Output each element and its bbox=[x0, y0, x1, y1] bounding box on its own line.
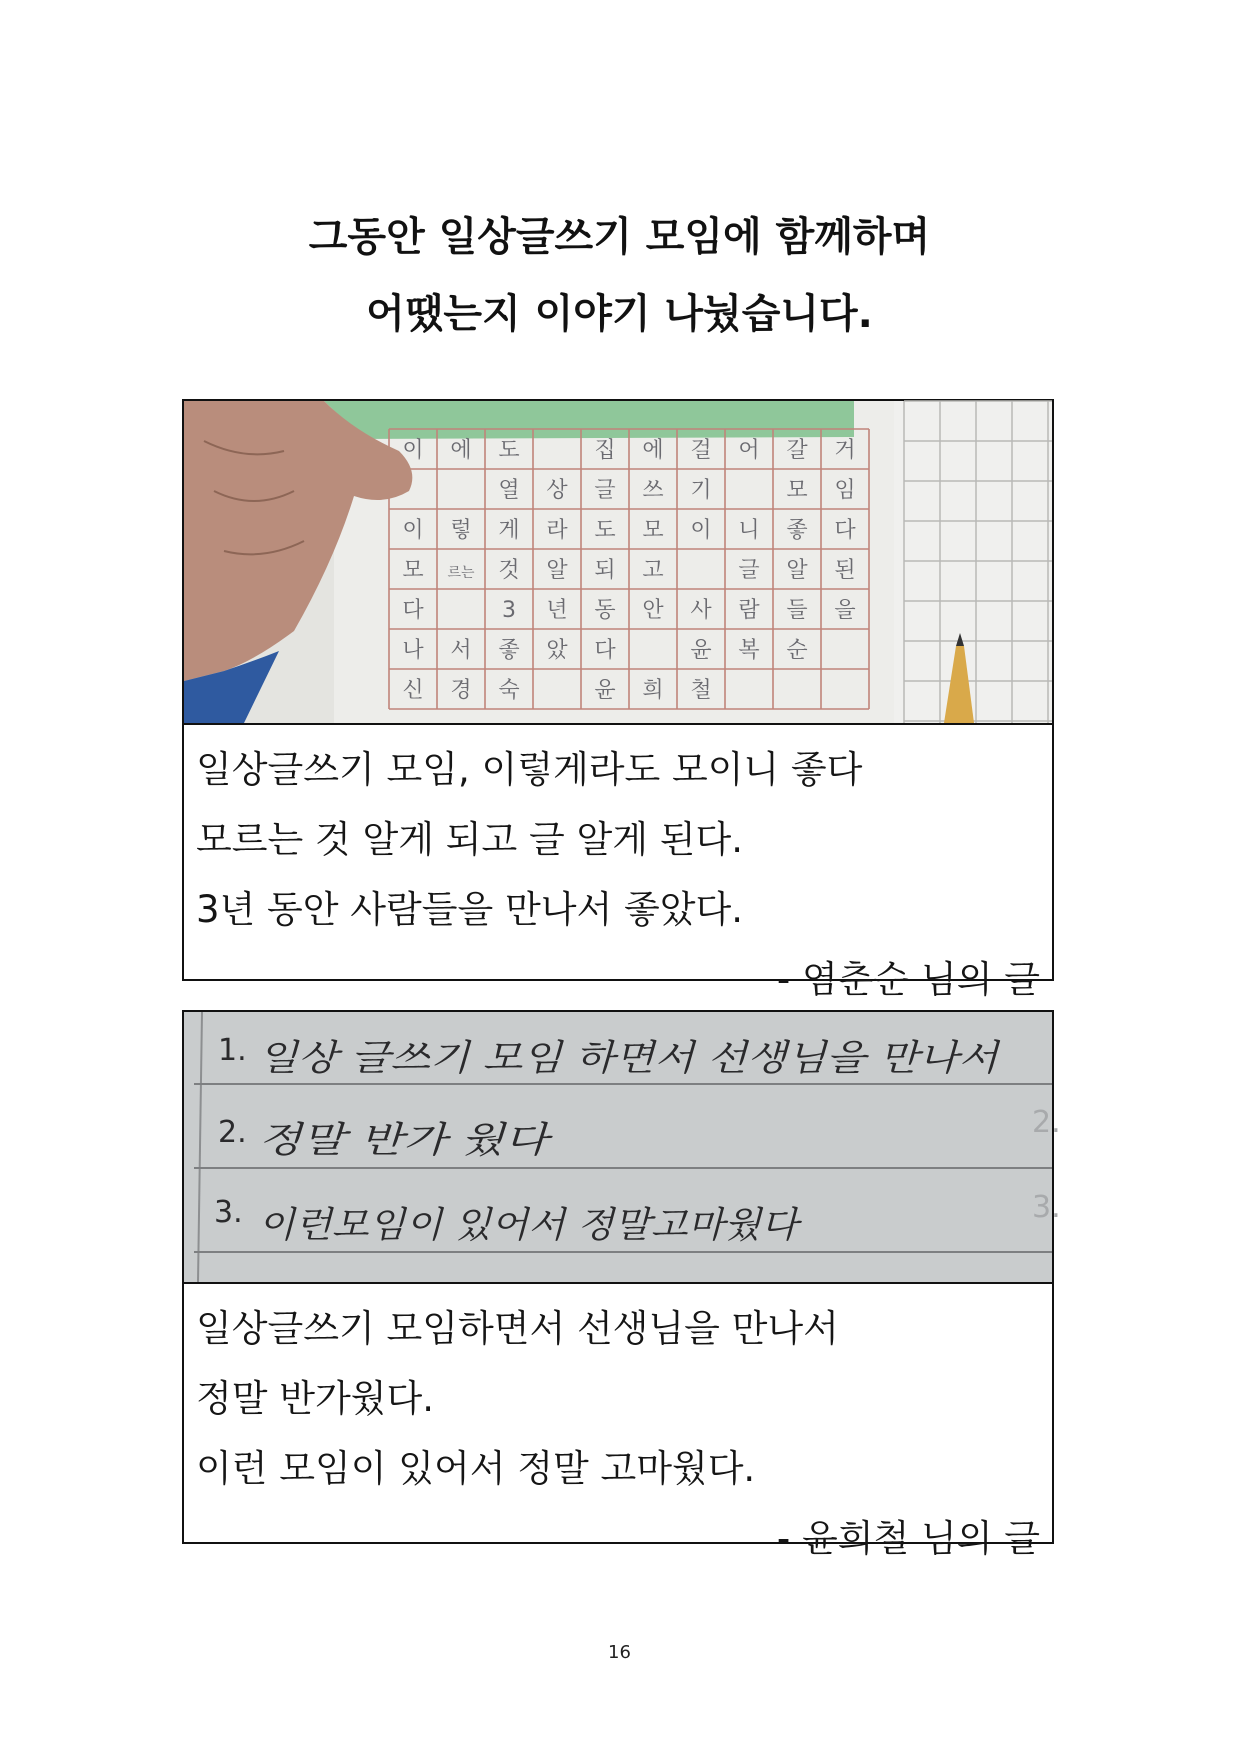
grid-char: 모 bbox=[402, 558, 424, 583]
handwriting-photo-lined bbox=[184, 1012, 1061, 1284]
grid-char: 걸 bbox=[690, 438, 712, 463]
grid-char: 되 bbox=[594, 558, 616, 583]
grid-char: 글 bbox=[594, 478, 616, 503]
grid-char: 니 bbox=[738, 518, 760, 543]
grid-char: 서 bbox=[450, 638, 472, 663]
card2-line-2: 정말 반가웠다. bbox=[196, 1377, 434, 1420]
grid-char: 거 bbox=[834, 438, 856, 463]
grid-char: 에 bbox=[642, 438, 664, 463]
grid-char: 도 bbox=[594, 518, 616, 543]
grid-char: 된 bbox=[834, 558, 856, 583]
writing-card-2 bbox=[182, 1010, 1061, 1560]
grid-char: 이 bbox=[402, 518, 424, 543]
svg-text:2.: 2. bbox=[1032, 1105, 1061, 1140]
grid-char: 라 bbox=[546, 518, 568, 543]
grid-char: 렇 bbox=[450, 518, 472, 543]
photo-line-3-number: 3. bbox=[214, 1195, 243, 1230]
grid-char: 기 bbox=[690, 478, 712, 503]
card1-line-3: 3년 동안 사람들을 만나서 좋았다. bbox=[196, 888, 743, 931]
grid-char: 3 bbox=[502, 598, 516, 623]
grid-char: 집 bbox=[594, 438, 616, 463]
grid-char: 복 bbox=[738, 638, 760, 663]
grid-char: 어 bbox=[738, 438, 760, 463]
photo-line-3-text: 이런모임이 있어서 정말고마웠다 bbox=[258, 1205, 803, 1246]
grid-char: 윤 bbox=[594, 678, 616, 703]
grid-char: 다 bbox=[402, 598, 424, 623]
grid-char: 희 bbox=[642, 678, 664, 703]
grid-char: 나 bbox=[402, 638, 424, 663]
svg-text:3.: 3. bbox=[1032, 1190, 1061, 1225]
grid-char: 쓰 bbox=[642, 478, 664, 503]
grid-char: 이 bbox=[690, 518, 712, 543]
photo-line-2-number: 2. bbox=[218, 1115, 247, 1150]
grid-char: 년 bbox=[546, 598, 568, 623]
grid-paper-photo bbox=[184, 401, 1052, 723]
page-heading-line-2: 어땠는지 이야기 나눴습니다. bbox=[366, 291, 873, 337]
grid-char: 철 bbox=[690, 678, 712, 703]
card1-attribution: - 염춘순 님의 글 bbox=[776, 958, 1040, 1001]
grid-char: 것 bbox=[498, 558, 520, 583]
grid-char: 경 bbox=[450, 678, 472, 703]
grid-char: 들 bbox=[786, 598, 808, 623]
grid-char: 이 bbox=[402, 438, 424, 463]
grid-char: 사 bbox=[690, 598, 712, 623]
lined-paper-photo bbox=[184, 1012, 1061, 1282]
grid-char: 모 bbox=[642, 518, 664, 543]
grid-char: 르는 bbox=[447, 565, 475, 581]
grid-char: 신 bbox=[402, 678, 424, 703]
grid-char: 좋 bbox=[498, 638, 520, 663]
page-heading-line-1: 그동안 일상글쓰기 모임에 함께하며 bbox=[308, 214, 931, 260]
grid-char: 다 bbox=[594, 638, 616, 663]
grid-char: 모 bbox=[786, 478, 808, 503]
grid-char: 람 bbox=[738, 598, 760, 623]
grid-char: 알 bbox=[546, 558, 568, 583]
page-number: 16 bbox=[608, 1642, 631, 1663]
grid-char: 안 bbox=[642, 598, 664, 623]
photo-line-1-text: 일상 글쓰기 모임 하면서 선생님을 만나서 bbox=[258, 1038, 1001, 1079]
grid-char: 을 bbox=[834, 598, 856, 623]
grid-char: 좋 bbox=[786, 518, 808, 543]
grid-char: 동 bbox=[594, 598, 616, 623]
grid-char: 갈 bbox=[786, 438, 808, 463]
photo-line-1-number: 1. bbox=[218, 1033, 247, 1068]
grid-char: 열 bbox=[498, 478, 520, 503]
grid-char: 에 bbox=[450, 438, 472, 463]
grid-char: 고 bbox=[642, 558, 664, 583]
grid-char: 게 bbox=[498, 518, 520, 543]
card2-line-1: 일상글쓰기 모임하면서 선생님을 만나서 bbox=[196, 1307, 839, 1350]
card2-line-3: 이런 모임이 있어서 정말 고마웠다. bbox=[196, 1447, 756, 1490]
grid-char: 상 bbox=[546, 478, 568, 503]
grid-char: 글 bbox=[738, 558, 760, 583]
grid-char: 도 bbox=[498, 438, 520, 463]
grid-char: 임 bbox=[834, 478, 856, 503]
photo-line-2-text: 정말 반가 웠다 bbox=[258, 1120, 554, 1161]
card1-line-2: 모르는 것 알게 되고 글 알게 된다. bbox=[196, 818, 743, 861]
grid-char: 알 bbox=[786, 558, 808, 583]
writing-card-1 bbox=[182, 399, 1054, 1001]
handwriting-photo-grid bbox=[184, 401, 1052, 725]
card2-attribution: - 윤희철 님의 글 bbox=[776, 1517, 1040, 1560]
grid-char: 았 bbox=[546, 638, 568, 663]
grid-char: 윤 bbox=[690, 638, 712, 663]
card1-line-1: 일상글쓰기 모임, 이렇게라도 모이니 좋다 bbox=[196, 748, 863, 791]
grid-char: 다 bbox=[834, 518, 856, 543]
grid-char: 숙 bbox=[498, 678, 520, 703]
grid-char: 순 bbox=[786, 638, 808, 663]
